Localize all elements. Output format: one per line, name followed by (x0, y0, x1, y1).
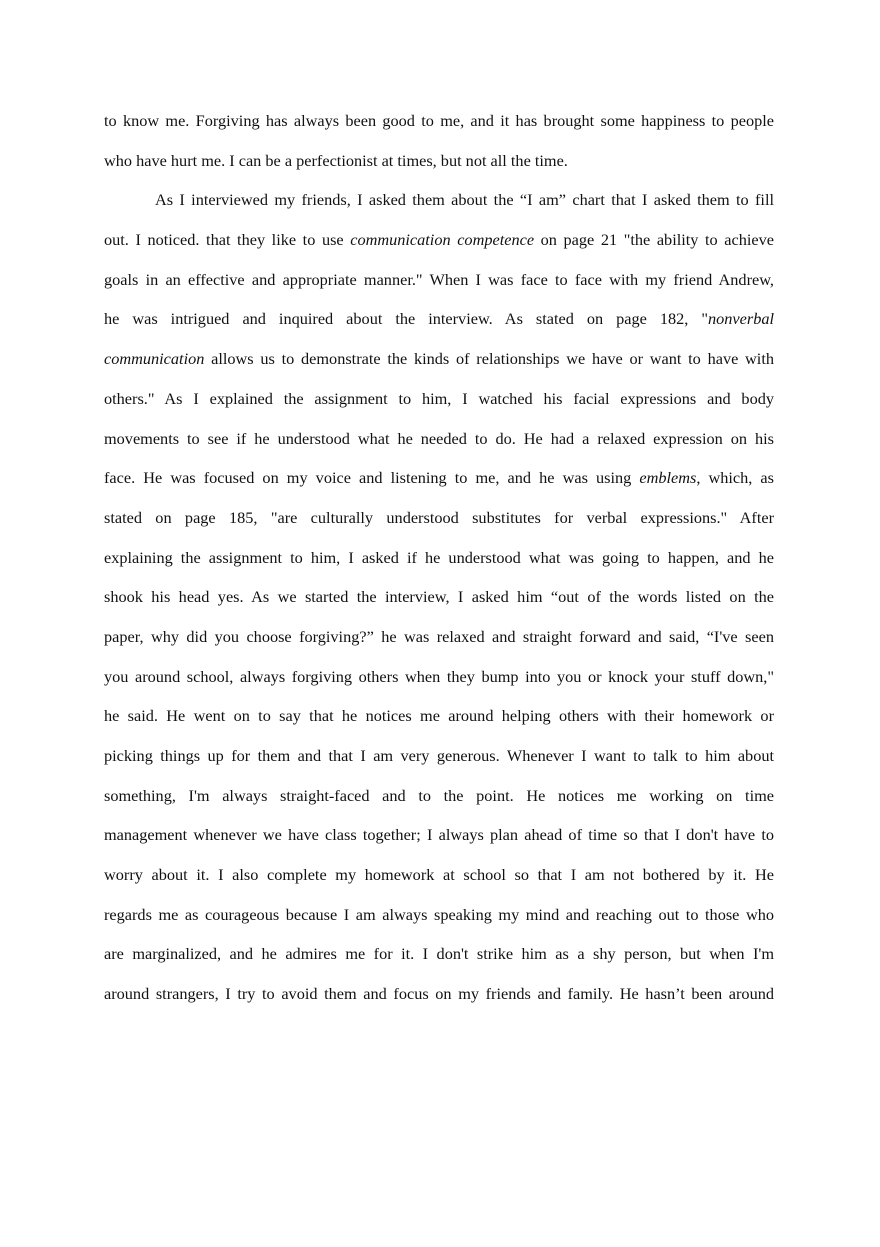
text-line (104, 339, 774, 379)
text-segment: allows us to demonstrate the kinds of relationships we have or want to have with (204, 349, 774, 369)
text-segment: shook his head yes. As we started the interview, I asked him “out of the words listed on the (104, 587, 774, 607)
text-segment: something, I'm always straight-faced and to the point. He notices me working on time (104, 785, 774, 805)
text-segment: goals in an effective and appropriate manner." When I was face to face with my friend Andrew, (104, 269, 774, 289)
text-segment: are marginalized, and he admires me for it. I don't strike him as a shy person, but when I'm (104, 944, 774, 964)
text-line (104, 855, 774, 895)
text-segment: who have hurt me. I can be a perfectionist at times, but not all the time. (104, 150, 568, 170)
text-segment: , which, as (696, 468, 774, 488)
text-line (104, 299, 774, 339)
text-segment: As I interviewed my friends, I asked them about the “I am” chart that I asked them to fill (155, 190, 774, 210)
text-line (104, 577, 774, 617)
text-line (104, 101, 774, 141)
text-line (104, 419, 774, 459)
text-line (104, 776, 774, 816)
text-line (104, 815, 774, 855)
italic-term: communication (104, 349, 205, 369)
text-segment: others." As I explained the assignment to him, I watched his facial expressions and body (104, 388, 774, 408)
text-segment: you around school, always forgiving others when they bump into you or knock your stuff down," (104, 666, 774, 686)
text-segment: picking things up for them and that I am very generous. Whenever I want to talk to him about (104, 746, 774, 765)
italic-term: communication competence (350, 230, 535, 250)
text-line (104, 538, 774, 578)
text-line (104, 498, 774, 538)
text-line (104, 934, 774, 974)
text-segment: worry about it. I also complete my homework at school so that I am not bothered by it. He (104, 865, 774, 885)
text-line (104, 657, 774, 697)
text-segment: management whenever we have class together; I always plan ahead of time so that I don't have to (104, 825, 774, 845)
text-line (104, 895, 774, 935)
text-segment: explaining the assignment to him, I asked if he understood what was going to happen, and he (104, 547, 774, 567)
text-segment: he was intrigued and inquired about the interview. As stated on page 182, " (104, 309, 708, 329)
text-segment: to know me. Forgiving has always been good to me, and it has brought some happiness to people (104, 111, 774, 130)
text-line (104, 260, 774, 300)
text-line (104, 220, 774, 260)
italic-term: emblems (639, 468, 697, 488)
text-line (104, 180, 774, 220)
text-segment: he said. He went on to say that he notices me around helping others with their homework or (104, 706, 774, 726)
text-segment: on page 21 "the ability to achieve (534, 230, 774, 250)
text-line (104, 141, 774, 181)
text-line (104, 379, 774, 419)
text-line (104, 458, 774, 498)
text-segment: regards me as courageous because I am always speaking my mind and reaching out to those who (104, 904, 774, 924)
text-line (104, 974, 774, 1014)
text-line (104, 617, 774, 657)
body-text (104, 101, 774, 1014)
text-segment: face. He was focused on my voice and listening to me, and he was using (104, 468, 640, 488)
italic-term: nonverbal (707, 309, 774, 329)
text-segment: movements to see if he understood what he needed to do. He had a relaxed expression on his (104, 428, 774, 448)
text-segment: out. I noticed. that they like to use (104, 230, 351, 250)
text-segment: paper, why did you choose forgiving?” he was relaxed and straight forward and said, “I've seen (104, 626, 774, 646)
text-line (104, 696, 774, 736)
text-line (104, 736, 774, 776)
text-segment: stated on page 185, "are culturally understood substitutes for verbal expressions." After (104, 507, 774, 527)
text-segment: around strangers, I try to avoid them and focus on my friends and family. He hasn’t been around (104, 984, 774, 1004)
